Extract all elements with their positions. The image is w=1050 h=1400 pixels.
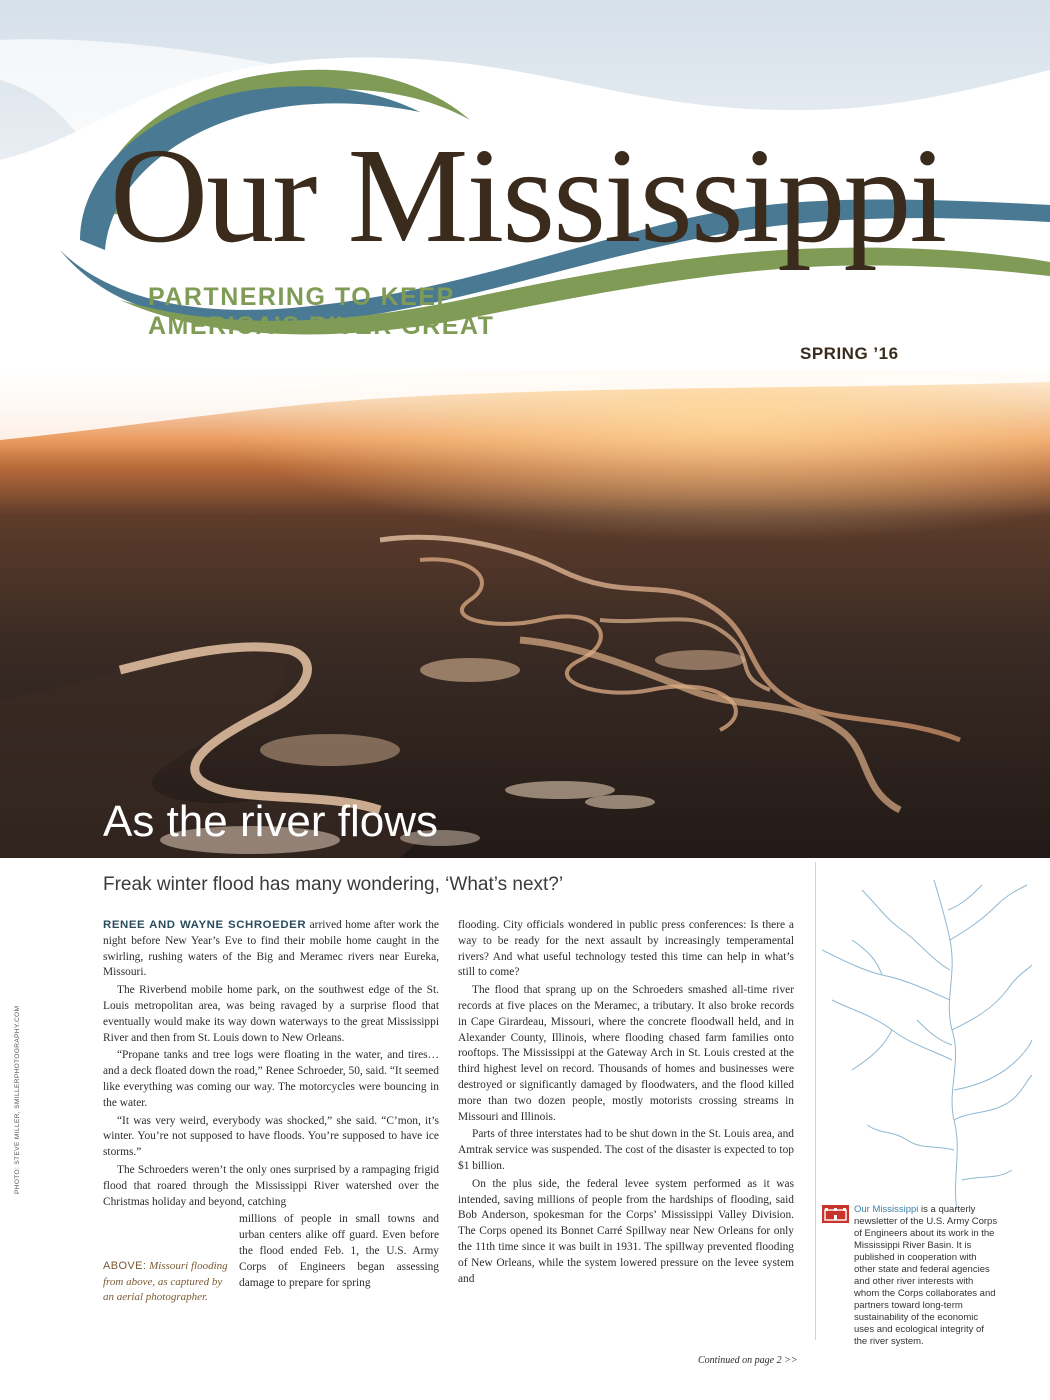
article-paragraph: On the plus side, the federal levee system performed as it was intended, saving millions of people from the hardships of flooding, said Bob Anderson, spokesman for the Corps’ Mississippi Valley Division. The Corps opened its Bonnet Carré Spillway near New Orleans for only the 11th time since it was built in 1931. The spillway prevented flooding of New Orleans, while the system lowered pressure on the levee system and (458, 1177, 794, 1285)
article-paragraph: The Riverbend mobile home park, on the southwest edge of the St. Louis metropolitan area, was being ravaged by a surprise flood that eventually would make its way down waterways to the great Mississippi River and then from St. Louis down to New Orleans. (103, 984, 439, 1044)
about-newsletter (822, 1204, 998, 1348)
tagline (148, 283, 494, 341)
article-paragraph: “Propane tanks and tree logs were floating in the water, and tires… and a deck floated down the road,” Renee Schroeder, 50, said. “It seemed like everything was coming our way. The motorcycles were bouncing in the water. (103, 1049, 439, 1109)
photo-caption (103, 1259, 229, 1306)
article-paragraph-text: arrived home after work the night before New Year’s Eve to find their mobile home caught in the swirling, rushing waters of the Big and Meramec rivers near Eureka, Missouri. (103, 919, 439, 979)
article-paragraph: millions of people in small towns and urban centers alike off guard. Even before the flood ended Feb. 1, the U.S. Army Corps of Engineers began assessing damage to prepare for spring (239, 1213, 439, 1289)
article-paragraph: The Schroeders weren’t the only ones surprised by a rampaging frigid flood that roared through the Mississippi River watershed over the Christmas holiday and beyond, catching (103, 1163, 439, 1208)
photo-credit: PHOTO: STEVE MILLER, SMILLERPHOTOGRAPHY.COM (14, 1005, 21, 1194)
masthead (0, 0, 1050, 370)
article-paragraph: The flood that sprang up on the Schroeders smashed all-time river records at five places on the Meramec, a tributary. It also broke records in Cape Girardeau, Missouri, where the concrete floodwall held, and in Alexander County, Illinois, where flooding chased farm families onto rooftops. The Mississippi at the Gateway Arch in St. Louis crested at the third highest level on record. Thousands of homes and businesses were destroyed or significantly damaged by floodwaters, and the flood killed more than two dozen people, mostly motorists crossing streams in Missouri and Illinois. (458, 984, 794, 1123)
hero-headline: As the river flows (103, 797, 438, 846)
mississippi-river-basin-map-icon (822, 880, 1032, 1210)
sidebar-divider (815, 862, 816, 1340)
about-description: is a quarterly newsletter of the U.S. Army Corps of Engineers about its work in the Mississippi River Basin. It is published in cooperation with other state and federal agencies and other river interests with whom the Corps collaborates and partners toward long-term sustainability of the economic uses and ecological integrity of the river system. (854, 1204, 998, 1347)
tagline-line-2: AMERICA’S RIVER GREAT (148, 312, 495, 340)
article-column-1 (103, 918, 439, 1293)
tagline-line-1: PARTNERING TO KEEP (148, 283, 455, 311)
article-column-2 (458, 918, 794, 1289)
article-subhead: Freak winter flood has many wondering, ‘What’s next?’ (103, 874, 564, 895)
caption-text: Missouri flooding from above, as captured by an aerial photographer. (103, 1260, 228, 1303)
issue-date: SPRING ’16 (800, 344, 899, 363)
caption-lead: ABOVE: (103, 1260, 147, 1272)
article-paragraph (103, 918, 439, 981)
aerial-river-photo (0, 370, 1050, 858)
article-lead-in: RENEE AND WAYNE SCHROEDER (103, 919, 307, 931)
continued-link[interactable]: Continued on page 2 >> (698, 1355, 798, 1366)
article-paragraph: Parts of three interstates had to be shut down in the St. Louis area, and Amtrak service was suspended. The cost of the disaster is expected to top $1 billion. (458, 1128, 794, 1172)
about-text (854, 1204, 998, 1348)
article-paragraph: flooding. City officials wondered in public press conferences: Is there a way to be ready for the next assault by increasingly temperamental rivers? And what useful technology tested this time can help in what’s still to come? (458, 919, 794, 979)
article-paragraph: “It was very weird, everybody was shocked,” she said. “C’mon, it’s winter. You’re not supposed to have floods. You’re supposed to have ice storms.” (103, 1114, 439, 1159)
newsletter-title: Our Mississippi (110, 121, 946, 271)
hero-photo (0, 370, 1050, 858)
about-newsletter-name: Our Mississippi (854, 1204, 919, 1215)
